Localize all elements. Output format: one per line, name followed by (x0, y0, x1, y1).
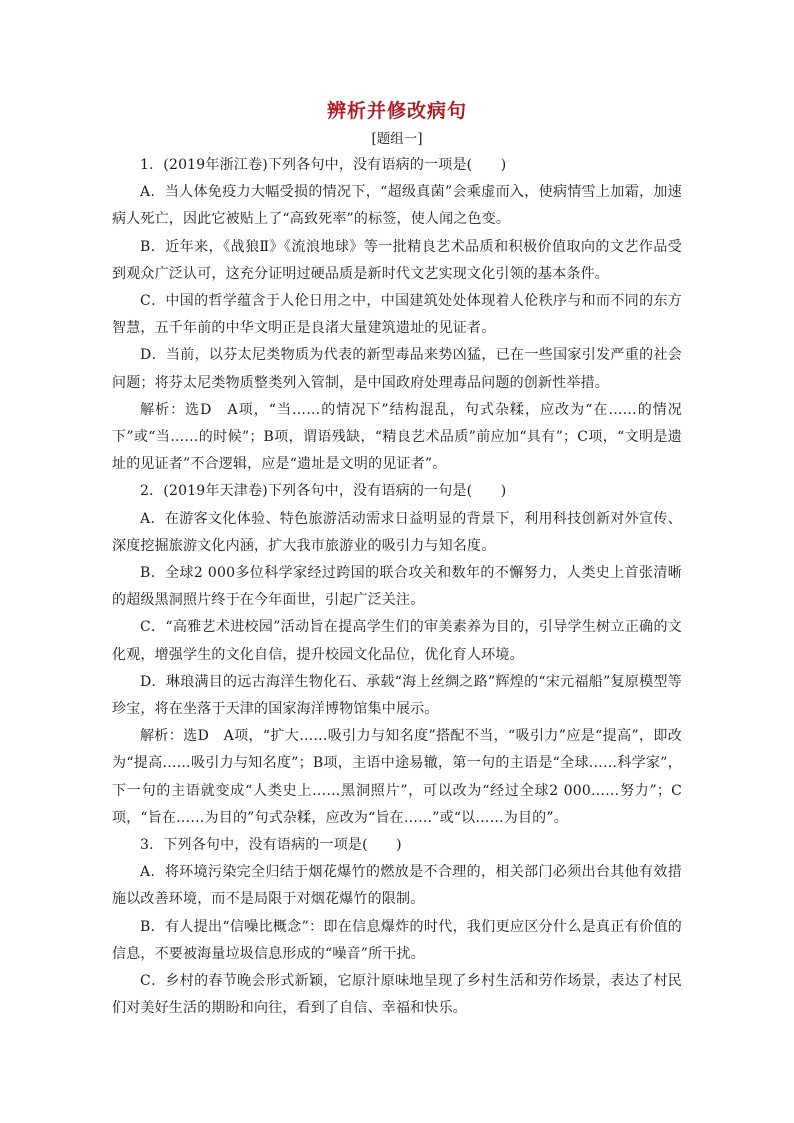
document-title: 辨析并修改病句 (326, 100, 467, 122)
question-1-option-c: C．中国的哲学蕴含于人伦日用之中，中国建筑处处体现着人伦秩序与和而不同的东方智慧，五千年前的中华文明正是良渚大量建筑遗址的见证者。 (112, 293, 682, 337)
question-2-option-d: D．琳琅满目的远古海洋生物化石、承载“海上丝绸之路”辉煌的“宋元福船”复原模型等珍宝，将在坐落于天津的国家海洋博物馆集中展示。 (112, 673, 682, 718)
question-1-analysis: 解析：选D A项，“当……的情况下”结构混乱，句式杂糅，应改为“在……的情况下”或“当……的时候”；B项，谓语残缺，“精良艺术品质”前应加“具有”；C项，“文明是遗址的见证者”不合逻辑，应是“遗址是文明的见证者”。 (112, 401, 682, 473)
question-1-stem: 1．(2019年浙江卷)下列各句中，没有语病的一项是( ) (140, 157, 507, 173)
question-2-analysis: 解析：选D A项，“扩大……吸引力与知名度”搭配不当，“吸引力”应是“提高”，即改为“提高……吸引力与知名度”；B项，主语中途易辙，第一句的主语是“全球……科学家”，下一句的主语就变成“人类史上……黑洞照片”，可以改为“经过全球2 000……努力”；C项，“旨在……为目的”句式杂糅，应改为“旨在……”或“以……为目的”。 (112, 728, 682, 826)
question-2-option-b: B．全球2 000多位科学家经过跨国的联合攻关和数年的不懈努力，人类史上首张清晰的超级黑洞照片终于在今年面世，引起广泛关注。 (112, 565, 682, 609)
question-1-option-a: A．当人体免疫力大幅受损的情况下，“超级真菌”会乘虚而入，使病情雪上加霜，加速病人死亡，因此它被贴上了“高致死率”的标签，使人闻之色变。 (112, 184, 682, 228)
question-3-option-b: B．有人提出“信噪比概念”：即在信息爆炸的时代，我们更应区分什么是真正有价值的信息，不要被海量垃圾信息形成的“噪音”所干扰。 (112, 918, 682, 962)
document-page (112, 96, 682, 1023)
question-2-option-a: A．在游客文化体验、特色旅游活动需求日益明显的背景下，利用科技创新对外宣传、深度挖掘旅游文化内涵，扩大我市旅游业的吸引力与知名度。 (112, 510, 682, 554)
question-3-stem: 3．下列各句中，没有语病的一项是( ) (140, 837, 402, 854)
question-1-option-d: D．当前，以芬太尼类物质为代表的新型毒品来势凶猛，已在一些国家引发严重的社会问题；将芬太尼类物质整类列入管制，是中国政府处理毒品问题的创新性举措。 (112, 347, 682, 391)
question-3-option-a: A．将环境污染完全归结于烟花爆竹的燃放是不合理的，相关部门必须出台其他有效措施以改善环境，而不是局限于对烟花爆竹的限制。 (112, 864, 682, 908)
question-3-option-c: C．乡村的春节晚会形式新颖，它原汁原味地呈现了乡村生活和劳作场景，表达了村民们对美好生活的期盼和向往，看到了自信、幸福和快乐。 (112, 973, 682, 1017)
question-2-stem: 2．(2019年天津卷)下列各句中，没有语病的一句是( ) (140, 483, 507, 500)
question-1-option-b: B．近年来，《战狼Ⅱ》《流浪地球》等一批精良艺术品质和积极价值取向的文艺作品受到观众广泛认可，这充分证明过硬品质是新时代文艺实现文化引领的基本条件。 (112, 238, 682, 282)
question-2-option-c: C．“高雅艺术进校园”活动旨在提高学生们的审美素养为目的，引导学生树立正确的文化观，增强学生的文化自信，提升校园文化品位，优化育人环境。 (112, 619, 682, 663)
group-label: [题组一] (371, 131, 423, 147)
